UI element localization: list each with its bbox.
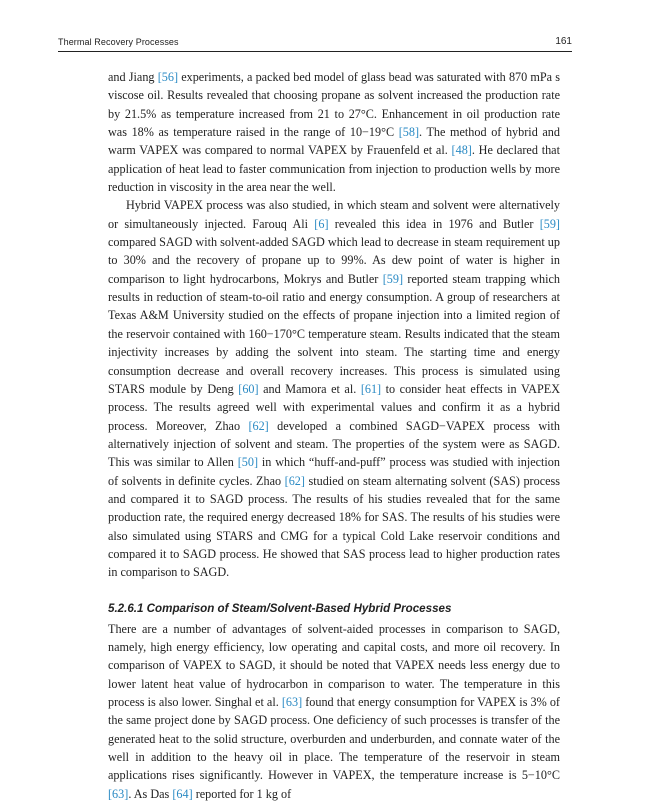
text-run: developed a combined SAGD−VAPEX process with alternatively injection of solvent and steam. The properties of the system were as SAGD. This was similar to Allen	[108, 418, 560, 470]
citation-link[interactable]: [59]	[539, 216, 560, 231]
text-run: reported steam trapping which results in reduction of steam-to-oil ratio and energy consumption. A group of researchers at Texas A&M University studied on the effects of propane injection into a limited region of the reservoir contained with 160−170°C temperature steam. Results indicated that the steam injectivity increases by adding the solvent into steam. The starting time and energy consumption decrease and overall recovery increases. This process is simulated using STARS module by Deng	[108, 271, 560, 396]
citation-link[interactable]: [60]	[238, 381, 259, 396]
text-run: revealed this idea in 1976 and Butler	[328, 216, 540, 231]
body-text	[108, 68, 560, 803]
citation-link[interactable]: [59]	[382, 271, 404, 286]
section-heading: 5.2.6.1 Comparison of Steam/Solvent-Based Hybrid Processes	[108, 601, 452, 615]
text-run: in which “huff-and-puff” process was studied with injection of solvents in definite cycles. Zhao	[108, 455, 560, 488]
citation-link[interactable]: [63]	[108, 786, 129, 801]
citation-link[interactable]: [56]	[157, 70, 179, 84]
text-run: found that energy consumption for VAPEX is 3% of the same project done by SAGD process. One deficiency of such processes is transfer of the generated heat to the solid structure, overburden and underburden, and connate water of the well in addition to the heavy oil in place. The temperature of the reservoir in steam applications rises significantly. However in VAPEX, the temperature increase is 5−10°C	[108, 695, 560, 783]
citation-link[interactable]: [6]	[314, 216, 329, 231]
page-number: 161	[555, 36, 572, 47]
citation-link[interactable]: [63]	[281, 695, 303, 709]
text-run: . The method of hybrid and warm VAPEX was compared to normal VAPEX by Frauenfeld et al.	[108, 125, 560, 158]
citation-link[interactable]: [62]	[248, 418, 269, 433]
text-run: There are a number of advantages of solvent-aided processes in comparison to SAGD, namely, high energy efficiency, low operating and capital costs, and more oil recovery. In comparison of VAPEX to SAGD, it should be noted that VAPEX needs less energy due to lower latent heat value of hydrocarbon in comparison to water. The temperature in this process is also lower. Singhal et al.	[108, 621, 560, 709]
citation-link[interactable]: [61]	[360, 381, 382, 396]
running-header	[58, 36, 572, 52]
text-run: compared SAGD with solvent-added SAGD which lead to decrease in steam requirement up to 30% and the recovery of propane up to 99%. As dew point of water is higher in comparison to light hydrocarbons, Mokrys and Butler	[108, 235, 560, 286]
text-run: to consider heat effects in VAPEX process. The results agreed well with experimental values and confirm it as a hybrid process. Moreover, Zhao	[108, 381, 560, 433]
paragraph	[108, 196, 560, 581]
citation-link[interactable]: [62]	[284, 473, 305, 488]
citation-link[interactable]: [50]	[237, 455, 259, 470]
text-run: . He declared that application of heat lead to faster communication from injection to production wells by more reduction in viscosity in the area near the well.	[108, 143, 560, 195]
text-run: reported for 1 kg of	[192, 786, 292, 801]
text-run: and Jiang	[108, 70, 158, 84]
citation-link[interactable]: [48]	[451, 143, 472, 158]
text-run: and Mamora et al.	[258, 381, 361, 396]
text-run: . As Das	[128, 786, 173, 801]
citation-link[interactable]: [64]	[172, 786, 193, 801]
paragraph	[108, 68, 560, 196]
text-run: studied on steam alternating solvent (SAS) process and compared it to SAGD process. The results of his studies revealed that for the same production rate, the required energy decreased 18% for SAS. The results of his studies were also simulated using STARS and CMG for a typical Cold Lake reservoir conditions and compared it to SAGD process. He showed that SAS process lead to higher production rates in comparison to SAGD.	[108, 473, 560, 580]
text-run: experiments, a packed bed model of glass bead was saturated with 870 mPa s viscose oil. Results revealed that choosing propane as solvent increased the production rate by 21.5% as temperature increased from 21 to 27°C. Enhancement in oil production rate was 18% as temperature raised in the range of 10−19°C	[108, 70, 560, 140]
paragraph	[108, 620, 560, 803]
running-title: Thermal Recovery Processes	[58, 37, 179, 47]
text-run: Hybrid VAPEX process was also studied, in which steam and solvent were alternatively or simultaneously injected. Farouq Ali	[108, 198, 560, 231]
citation-link[interactable]: [58]	[398, 125, 420, 140]
